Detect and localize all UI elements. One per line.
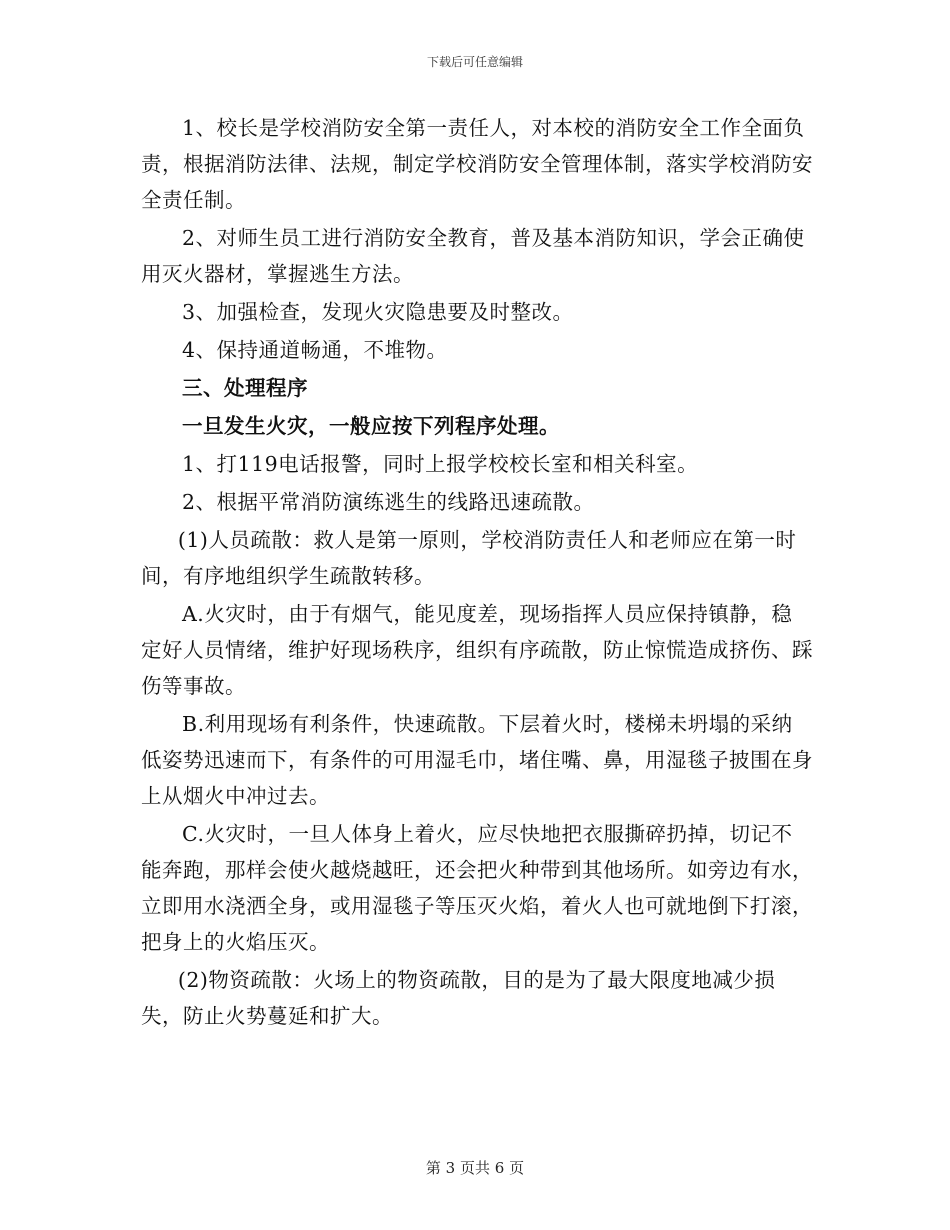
paragraph-procedure-2: 2、根据平常消防演练逃生的线路迅速疏散。 [182,490,595,514]
paragraph-material-evacuation: (2)物资疏散：火场上的物资疏散，目的是为了最大限度地减少损失，防止火势蔓延和扩大。 [141,968,776,1028]
section-heading: 三、处理程序 [182,376,308,400]
paragraph-item-c: C.火灾时，一旦人体身上着火，应尽快地把衣服撕碎扔掉，切记不能奔跑，那样会使火越烧越旺，还会把火种带到其他场所。如旁边有水，立即用水浇洒全身，或用湿毯子等压灭火焰，着火人也可就地倒下打滚，把身上的火焰压灭。 [141,822,813,954]
paragraph-item-a: A.火灾时，由于有烟气，能见度差，现场指挥人员应保持镇静，稳定好人员情绪，维护好现场秩序，组织有序疏散，防止惊慌造成挤伤、踩伤等事故。 [141,602,813,698]
paragraph-duty-4: 4、保持通道畅通，不堆物。 [182,338,448,362]
paragraph-personnel-evacuation: (1)人员疏散：救人是第一原则，学校消防责任人和老师应在第一时间，有序地组织学生疏散转移。 [141,528,797,588]
paragraph-duty-2: 2、对师生员工进行消防安全教育，普及基本消防知识，学会正确使用灭火器材，掌握逃生方法。 [141,226,805,286]
page-header: 下载后可任意编辑 [426,55,523,69]
paragraph-duty-3: 3、加强检查，发现火灾隐患要及时整改。 [182,300,574,324]
paragraph-item-b: B.利用现场有利条件，快速疏散。下层着火时，楼梯未坍塌的采纳低姿势迅速而下，有条件的可用湿毛巾，堵住嘴、鼻，用湿毯子披围在身上从烟火中冲过去。 [141,712,813,808]
paragraph-duty-1: 1、校长是学校消防安全第一责任人，对本校的消防安全工作全面负责，根据消防法律、法规，制定学校消防安全管理体制，落实学校消防安全责任制。 [141,116,813,212]
page-footer: 第 3 页共 6 页 [425,1159,525,1177]
section-intro: 一旦发生火灾，一般应按下列程序处理。 [182,414,560,438]
paragraph-procedure-1: 1、打119电话报警，同时上报学校校长室和相关科室。 [182,452,699,476]
document-body [141,110,813,1036]
